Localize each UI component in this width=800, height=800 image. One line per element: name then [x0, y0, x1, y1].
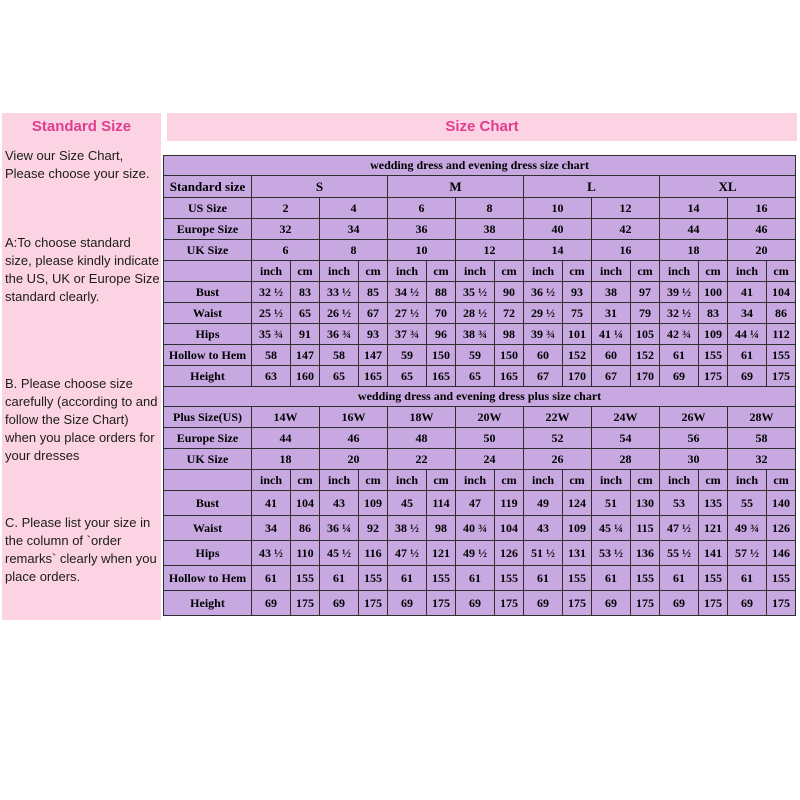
- size-cell: 155: [699, 566, 728, 591]
- row-label: US Size: [164, 198, 252, 219]
- size-cell: cm: [631, 261, 660, 282]
- size-cell: 61: [728, 566, 767, 591]
- size-cell: cm: [359, 261, 388, 282]
- size-cell: inch: [456, 261, 495, 282]
- size-cell: 61: [388, 566, 427, 591]
- size-cell: 22: [388, 449, 456, 470]
- size-cell: 175: [291, 591, 320, 616]
- size-cell: 97: [631, 282, 660, 303]
- size-cell: 150: [427, 345, 456, 366]
- row-label: UK Size: [164, 449, 252, 470]
- size-cell: 96: [427, 324, 456, 345]
- size-cell: inch: [592, 261, 631, 282]
- size-cell: 175: [427, 591, 456, 616]
- size-cell: 175: [631, 591, 660, 616]
- size-cell: 175: [699, 366, 728, 387]
- standard-size-heading: Standard Size: [31, 118, 132, 135]
- size-cell: 160: [291, 366, 320, 387]
- size-cell: 22W: [524, 407, 592, 428]
- row-label: Waist: [164, 303, 252, 324]
- size-cell: 155: [699, 345, 728, 366]
- size-cell: 100: [699, 282, 728, 303]
- size-cell: 20: [320, 449, 388, 470]
- size-cell: inch: [388, 470, 427, 491]
- size-cell: 31: [592, 303, 631, 324]
- size-cell: 109: [563, 516, 592, 541]
- row-label: Standard size: [164, 176, 252, 198]
- size-cell: 14: [660, 198, 728, 219]
- size-cell: 39 ¾: [524, 324, 563, 345]
- size-cell: 12: [592, 198, 660, 219]
- size-cell: 40 ¾: [456, 516, 495, 541]
- size-cell: 49 ¾: [728, 516, 767, 541]
- row-label: Hollow to Hem: [164, 345, 252, 366]
- size-cell: cm: [767, 261, 796, 282]
- size-cell: 36 ¼: [320, 516, 359, 541]
- size-cell: 18: [252, 449, 320, 470]
- size-cell: 69: [660, 591, 699, 616]
- size-cell: 65: [456, 366, 495, 387]
- size-cell: 26 ½: [320, 303, 359, 324]
- size-cell: 69: [320, 591, 359, 616]
- size-cell: 104: [291, 491, 320, 516]
- size-chart-table: [163, 155, 796, 616]
- size-cell: 49 ½: [456, 541, 495, 566]
- size-cell: 175: [699, 591, 728, 616]
- size-cell: inch: [524, 261, 563, 282]
- size-cell: 69: [524, 591, 563, 616]
- size-cell: 93: [359, 324, 388, 345]
- size-cell: 24: [456, 449, 524, 470]
- size-cell: 65: [320, 366, 359, 387]
- size-cell: 61: [456, 566, 495, 591]
- size-cell: 105: [631, 324, 660, 345]
- size-cell: inch: [456, 470, 495, 491]
- size-cell: 52: [524, 428, 592, 449]
- row-label: Waist: [164, 516, 252, 541]
- size-cell: L: [524, 176, 660, 198]
- section-title: wedding dress and evening dress plus size chart: [164, 387, 796, 407]
- size-cell: 61: [660, 566, 699, 591]
- size-cell: 41: [252, 491, 291, 516]
- size-cell: 28: [592, 449, 660, 470]
- row-label: [164, 470, 252, 491]
- size-cell: 175: [767, 591, 796, 616]
- size-cell: 59: [456, 345, 495, 366]
- size-cell: 58: [252, 345, 291, 366]
- size-cell: 104: [495, 516, 524, 541]
- size-cell: 53: [660, 491, 699, 516]
- size-cell: inch: [728, 261, 767, 282]
- size-cell: 56: [660, 428, 728, 449]
- size-cell: 33 ½: [320, 282, 359, 303]
- size-cell: 46: [728, 219, 796, 240]
- row-label: Bust: [164, 491, 252, 516]
- size-cell: 42 ¾: [660, 324, 699, 345]
- size-cell: 38 ½: [388, 516, 427, 541]
- size-cell: 86: [767, 303, 796, 324]
- size-cell: 69: [728, 366, 767, 387]
- size-cell: 29 ½: [524, 303, 563, 324]
- size-cell: cm: [563, 261, 592, 282]
- size-cell: 147: [359, 345, 388, 366]
- size-cell: 6: [252, 240, 320, 261]
- size-cell: 175: [359, 591, 388, 616]
- sidebar-note-a: A:To choose standard size, please kindly indicate the US, UK or Europe Size standard clearly.: [5, 235, 160, 304]
- size-cell: 8: [456, 198, 524, 219]
- size-cell: 49: [524, 491, 563, 516]
- size-cell: 45 ¼: [592, 516, 631, 541]
- size-cell: 112: [767, 324, 796, 345]
- size-cell: 18: [660, 240, 728, 261]
- size-cell: 16W: [320, 407, 388, 428]
- size-cell: 141: [699, 541, 728, 566]
- size-cell: 67: [524, 366, 563, 387]
- size-cell: 65: [388, 366, 427, 387]
- size-cell: 34: [320, 219, 388, 240]
- size-cell: 47: [456, 491, 495, 516]
- size-cell: 44: [252, 428, 320, 449]
- size-cell: 53 ½: [592, 541, 631, 566]
- size-cell: cm: [291, 261, 320, 282]
- size-cell: inch: [660, 261, 699, 282]
- size-cell: cm: [291, 470, 320, 491]
- size-cell: 146: [767, 541, 796, 566]
- size-cell: 34: [728, 303, 767, 324]
- size-cell: inch: [728, 470, 767, 491]
- size-cell: 75: [563, 303, 592, 324]
- size-cell: 37 ¾: [388, 324, 427, 345]
- size-cell: 47 ½: [660, 516, 699, 541]
- size-cell: 26: [524, 449, 592, 470]
- size-cell: cm: [495, 261, 524, 282]
- size-cell: 67: [592, 366, 631, 387]
- size-cell: 32 ½: [252, 282, 291, 303]
- size-cell: 126: [495, 541, 524, 566]
- size-cell: 38 ¾: [456, 324, 495, 345]
- size-cell: inch: [320, 470, 359, 491]
- size-cell: 32 ½: [660, 303, 699, 324]
- size-cell: 155: [495, 566, 524, 591]
- size-cell: 155: [427, 566, 456, 591]
- size-cell: 38: [456, 219, 524, 240]
- size-cell: cm: [767, 470, 796, 491]
- size-cell: cm: [427, 470, 456, 491]
- size-cell: cm: [359, 470, 388, 491]
- size-cell: 61: [592, 566, 631, 591]
- size-cell: 155: [767, 566, 796, 591]
- size-cell: 140: [767, 491, 796, 516]
- size-cell: 165: [495, 366, 524, 387]
- sidebar: [2, 113, 161, 620]
- sidebar-note-intro: View our Size Chart, Please choose your size.: [5, 148, 150, 181]
- size-cell: 86: [291, 516, 320, 541]
- size-cell: 16: [592, 240, 660, 261]
- size-cell: inch: [660, 470, 699, 491]
- size-cell: 152: [563, 345, 592, 366]
- size-cell: inch: [592, 470, 631, 491]
- size-cell: M: [388, 176, 524, 198]
- size-cell: 119: [495, 491, 524, 516]
- size-cell: 18W: [388, 407, 456, 428]
- size-cell: 51 ½: [524, 541, 563, 566]
- size-cell: 115: [631, 516, 660, 541]
- size-cell: inch: [252, 261, 291, 282]
- size-cell: 10: [524, 198, 592, 219]
- size-cell: 155: [291, 566, 320, 591]
- sidebar-note-c: C. Please list your size in the column of `order remarks` clearly when you place orders.: [5, 515, 157, 584]
- size-cell: 114: [427, 491, 456, 516]
- size-cell: 61: [252, 566, 291, 591]
- row-label: Hollow to Hem: [164, 566, 252, 591]
- size-cell: 155: [767, 345, 796, 366]
- size-cell: 43: [320, 491, 359, 516]
- size-cell: 170: [631, 366, 660, 387]
- size-cell: 35 ¾: [252, 324, 291, 345]
- size-cell: 91: [291, 324, 320, 345]
- size-cell: 83: [699, 303, 728, 324]
- size-cell: 175: [563, 591, 592, 616]
- size-cell: 47 ½: [388, 541, 427, 566]
- size-cell: 90: [495, 282, 524, 303]
- size-cell: 155: [359, 566, 388, 591]
- size-cell: 170: [563, 366, 592, 387]
- size-chart-heading: Size Chart: [167, 113, 797, 141]
- size-cell: 88: [427, 282, 456, 303]
- size-cell: 14: [524, 240, 592, 261]
- size-cell: 104: [767, 282, 796, 303]
- size-cell: 124: [563, 491, 592, 516]
- size-cell: 24W: [592, 407, 660, 428]
- row-label: Hips: [164, 541, 252, 566]
- size-cell: 83: [291, 282, 320, 303]
- size-chart-table-wrap: [163, 155, 796, 616]
- size-cell: 14W: [252, 407, 320, 428]
- size-cell: 69: [252, 591, 291, 616]
- size-cell: 116: [359, 541, 388, 566]
- size-cell: 38: [592, 282, 631, 303]
- size-cell: 28 ½: [456, 303, 495, 324]
- size-cell: 43: [524, 516, 563, 541]
- size-cell: 131: [563, 541, 592, 566]
- size-cell: XL: [660, 176, 796, 198]
- size-cell: 69: [728, 591, 767, 616]
- size-cell: 109: [359, 491, 388, 516]
- size-cell: 60: [524, 345, 563, 366]
- size-cell: cm: [699, 470, 728, 491]
- size-cell: 85: [359, 282, 388, 303]
- size-cell: 109: [699, 324, 728, 345]
- size-cell: 150: [495, 345, 524, 366]
- size-cell: 43 ½: [252, 541, 291, 566]
- size-cell: cm: [699, 261, 728, 282]
- size-cell: 44 ¼: [728, 324, 767, 345]
- size-cell: 20: [728, 240, 796, 261]
- size-cell: cm: [631, 470, 660, 491]
- size-cell: 155: [563, 566, 592, 591]
- size-cell: 110: [291, 541, 320, 566]
- size-cell: 20W: [456, 407, 524, 428]
- size-cell: 79: [631, 303, 660, 324]
- sidebar-note-b: B. Please choose size carefully (according to and follow the Size Chart) when you place orders for your dresses: [5, 376, 158, 463]
- size-cell: 60: [592, 345, 631, 366]
- size-cell: 41 ¼: [592, 324, 631, 345]
- size-cell: inch: [252, 470, 291, 491]
- size-cell: 45 ½: [320, 541, 359, 566]
- size-cell: 58: [728, 428, 796, 449]
- size-cell: 93: [563, 282, 592, 303]
- row-label: Hips: [164, 324, 252, 345]
- row-label: Height: [164, 591, 252, 616]
- size-cell: 36 ½: [524, 282, 563, 303]
- size-cell: 44: [660, 219, 728, 240]
- size-cell: 6: [388, 198, 456, 219]
- size-cell: 175: [767, 366, 796, 387]
- size-cell: 10: [388, 240, 456, 261]
- size-cell: 130: [631, 491, 660, 516]
- size-cell: 27 ½: [388, 303, 427, 324]
- size-cell: 32: [728, 449, 796, 470]
- size-cell: 72: [495, 303, 524, 324]
- size-cell: 12: [456, 240, 524, 261]
- size-cell: cm: [563, 470, 592, 491]
- size-cell: 61: [320, 566, 359, 591]
- row-label: UK Size: [164, 240, 252, 261]
- size-cell: 69: [388, 591, 427, 616]
- size-cell: 48: [388, 428, 456, 449]
- size-cell: 101: [563, 324, 592, 345]
- size-cell: 55 ½: [660, 541, 699, 566]
- size-cell: 59: [388, 345, 427, 366]
- size-cell: 41: [728, 282, 767, 303]
- size-cell: 69: [660, 366, 699, 387]
- size-cell: 42: [592, 219, 660, 240]
- size-cell: 16: [728, 198, 796, 219]
- size-cell: 45: [388, 491, 427, 516]
- size-cell: 67: [359, 303, 388, 324]
- size-cell: 26W: [660, 407, 728, 428]
- size-cell: S: [252, 176, 388, 198]
- size-cell: 126: [767, 516, 796, 541]
- size-cell: 61: [660, 345, 699, 366]
- size-cell: 50: [456, 428, 524, 449]
- size-cell: inch: [388, 261, 427, 282]
- size-cell: 2: [252, 198, 320, 219]
- size-cell: 61: [524, 566, 563, 591]
- size-cell: 165: [427, 366, 456, 387]
- size-cell: 135: [699, 491, 728, 516]
- size-cell: 98: [427, 516, 456, 541]
- size-cell: 28W: [728, 407, 796, 428]
- size-cell: 46: [320, 428, 388, 449]
- row-label: Europe Size: [164, 219, 252, 240]
- size-cell: 39 ½: [660, 282, 699, 303]
- size-cell: cm: [427, 261, 456, 282]
- size-cell: 58: [320, 345, 359, 366]
- size-cell: 54: [592, 428, 660, 449]
- size-cell: 57 ½: [728, 541, 767, 566]
- size-cell: 175: [495, 591, 524, 616]
- row-label: [164, 261, 252, 282]
- size-cell: 55: [728, 491, 767, 516]
- section-title: wedding dress and evening dress size chart: [164, 156, 796, 176]
- size-cell: 61: [728, 345, 767, 366]
- size-cell: 35 ½: [456, 282, 495, 303]
- size-cell: 34: [252, 516, 291, 541]
- size-cell: 8: [320, 240, 388, 261]
- row-label: Plus Size(US): [164, 407, 252, 428]
- size-cell: inch: [320, 261, 359, 282]
- size-cell: 63: [252, 366, 291, 387]
- row-label: Height: [164, 366, 252, 387]
- size-cell: 121: [699, 516, 728, 541]
- size-cell: 4: [320, 198, 388, 219]
- size-cell: 69: [592, 591, 631, 616]
- size-cell: 136: [631, 541, 660, 566]
- size-cell: 30: [660, 449, 728, 470]
- size-cell: 51: [592, 491, 631, 516]
- size-cell: 36 ¾: [320, 324, 359, 345]
- size-cell: 36: [388, 219, 456, 240]
- size-cell: 155: [631, 566, 660, 591]
- size-cell: 92: [359, 516, 388, 541]
- size-cell: 98: [495, 324, 524, 345]
- row-label: Europe Size: [164, 428, 252, 449]
- size-cell: 65: [291, 303, 320, 324]
- size-cell: 121: [427, 541, 456, 566]
- size-cell: 40: [524, 219, 592, 240]
- size-cell: cm: [495, 470, 524, 491]
- size-cell: 70: [427, 303, 456, 324]
- size-cell: 32: [252, 219, 320, 240]
- row-label: Bust: [164, 282, 252, 303]
- size-cell: 69: [456, 591, 495, 616]
- size-cell: 147: [291, 345, 320, 366]
- size-cell: 152: [631, 345, 660, 366]
- size-cell: 165: [359, 366, 388, 387]
- size-cell: 25 ½: [252, 303, 291, 324]
- size-cell: 34 ½: [388, 282, 427, 303]
- size-cell: inch: [524, 470, 563, 491]
